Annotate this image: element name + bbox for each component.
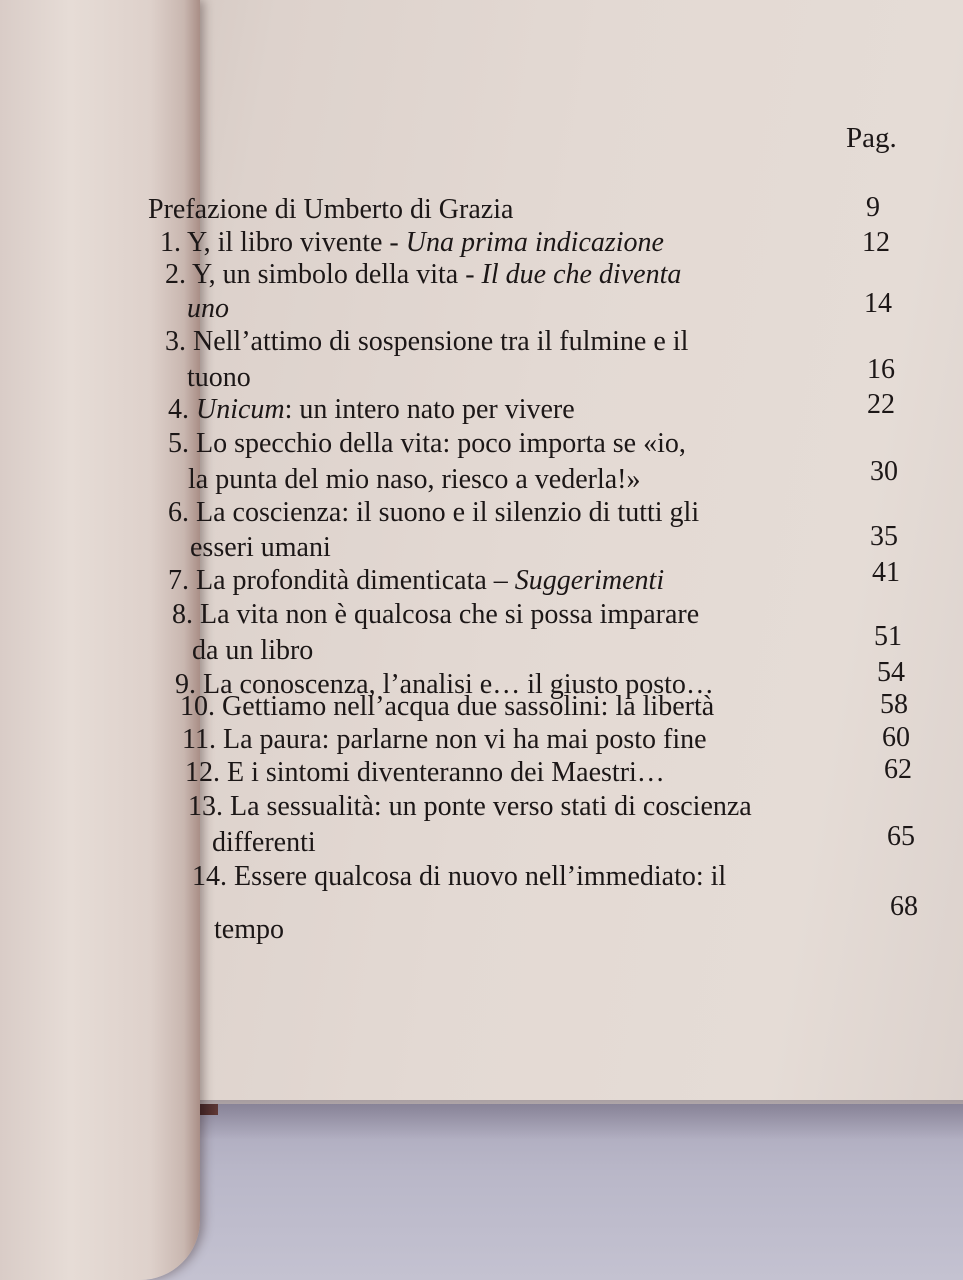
- page-number: 16: [867, 354, 895, 385]
- chapter-title: Lo specchio della vita: poco importa se «io,: [196, 428, 686, 459]
- chapter-title-italic: Il due che diventa: [481, 259, 682, 290]
- toc-entry-line: [187, 292, 229, 326]
- chapter-number: 11: [182, 724, 209, 755]
- page-number: 22: [867, 389, 895, 420]
- page-number: 60: [882, 722, 910, 753]
- chapter-number: 9: [175, 669, 189, 700]
- chapter-title: E i sintomi diventeranno dei Maestri…: [227, 757, 665, 788]
- page-column-header: Pag.: [846, 122, 897, 154]
- chapter-title: Nell’attimo di sospensione tra il fulmine e il: [193, 326, 689, 357]
- chapter-number: 12: [185, 757, 213, 788]
- page-number: 62: [884, 754, 912, 785]
- chapter-title: Essere qualcosa di nuovo nell’immediato: il: [234, 861, 727, 892]
- page-number: 51: [874, 621, 902, 652]
- chapter-number: 1: [160, 227, 174, 258]
- toc-entry-line: 8. La vita non è qualcosa che si possa imparare: [172, 599, 700, 630]
- toc-entry-line: [188, 463, 641, 497]
- toc-entry-line: 3. Nell’attimo di sospensione tra il fulmine e il: [165, 326, 689, 357]
- chapter-title: La sessualità: un ponte verso stati di coscienza: [230, 791, 752, 822]
- chapter-title-italic: Unicum: [196, 394, 285, 425]
- chapter-title: tempo: [214, 914, 284, 945]
- chapter-number: 7: [168, 565, 182, 596]
- page-number: 54: [877, 657, 905, 688]
- page-number: 12: [862, 227, 890, 258]
- chapter-title: La conoscenza, l’analisi e… il giusto posto…: [203, 669, 714, 700]
- chapter-title: La profondità dimenticata –: [196, 565, 515, 596]
- chapter-title: Prefazione di Umberto di Grazia: [148, 194, 514, 225]
- chapter-title: tuono: [187, 362, 251, 393]
- toc-entry-line: 12. E i sintomi diventeranno dei Maestri…: [185, 757, 665, 788]
- toc-entry-line: 14. Essere qualcosa di nuovo nell’immediato: il: [192, 861, 727, 892]
- chapter-number: 10: [180, 691, 208, 722]
- toc-entry-line: 1. Y, il libro vivente - Una prima indicazione: [160, 227, 664, 258]
- chapter-number: 2: [165, 259, 179, 290]
- toc-entry-line: 10. Gettiamo nell’acqua due sassolini: la libertà: [180, 691, 715, 722]
- page-number: 9: [866, 192, 880, 223]
- chapter-title: La coscienza: il suono e il silenzio di tutti gli: [196, 497, 700, 528]
- chapter-title: esseri umani: [190, 532, 331, 563]
- toc-entry-line: [192, 634, 313, 668]
- chapter-title: Y, il libro vivente -: [186, 227, 406, 258]
- page-number: 68: [890, 891, 918, 922]
- chapter-number: 3: [165, 326, 179, 357]
- page-number: 41: [872, 557, 900, 588]
- toc-entry-line: 4. Unicum: un intero nato per vivere: [168, 394, 575, 425]
- chapter-title: differenti: [212, 827, 316, 858]
- chapter-title-italic: Suggerimenti: [514, 565, 665, 596]
- chapter-number: 8: [172, 599, 186, 630]
- toc-entry-line: 7. La profondità dimenticata – Suggerimenti: [168, 565, 665, 596]
- toc-entry-line: [212, 826, 316, 860]
- chapter-number: 5: [168, 428, 182, 459]
- toc-entry-line: 11. La paura: parlarne non vi ha mai posto fine: [182, 724, 707, 755]
- chapter-number: 14: [192, 861, 220, 892]
- chapter-number: 4: [168, 394, 182, 425]
- toc-entry-line: [187, 361, 251, 395]
- chapter-title: da un libro: [192, 635, 314, 666]
- toc-entry-line: 2. Y, un simbolo della vita - Il due che diventa: [165, 259, 682, 290]
- page-number: 30: [870, 456, 898, 487]
- toc-entry-line: 6. La coscienza: il suono e il silenzio di tutti gli: [168, 497, 700, 528]
- chapter-title: La vita non è qualcosa che si possa imparare: [200, 599, 700, 630]
- chapter-title-italic: Una prima indicazione: [405, 227, 664, 258]
- page-number: 14: [864, 288, 892, 319]
- chapter-title-italic: uno: [187, 293, 229, 324]
- toc-entry-line: [190, 531, 331, 565]
- chapter-title: : un intero nato per vivere: [284, 394, 575, 425]
- toc-entry-line: 5. Lo specchio della vita: poco importa se «io,: [168, 428, 686, 459]
- chapter-number: 6: [168, 497, 182, 528]
- toc-entry-line: 9. La conoscenza, l’analisi e… il giusto posto…: [175, 669, 714, 700]
- page-number: 58: [880, 689, 908, 720]
- chapter-title: Gettiamo nell’acqua due sassolini: la libertà: [222, 691, 715, 722]
- toc-entry-line: [214, 913, 284, 947]
- page-number: 65: [887, 821, 915, 852]
- chapter-number: 13: [188, 791, 216, 822]
- page-number: 35: [870, 521, 898, 552]
- chapter-title: Y, un simbolo della vita -: [191, 259, 482, 290]
- chapter-title: La paura: parlarne non vi ha mai posto fine: [222, 724, 707, 755]
- toc-entry-line: [148, 193, 513, 227]
- toc-entry-line: 13. La sessualità: un ponte verso stati di coscienza: [188, 791, 752, 822]
- chapter-title: la punta del mio naso, riesco a vederla!»: [188, 464, 641, 495]
